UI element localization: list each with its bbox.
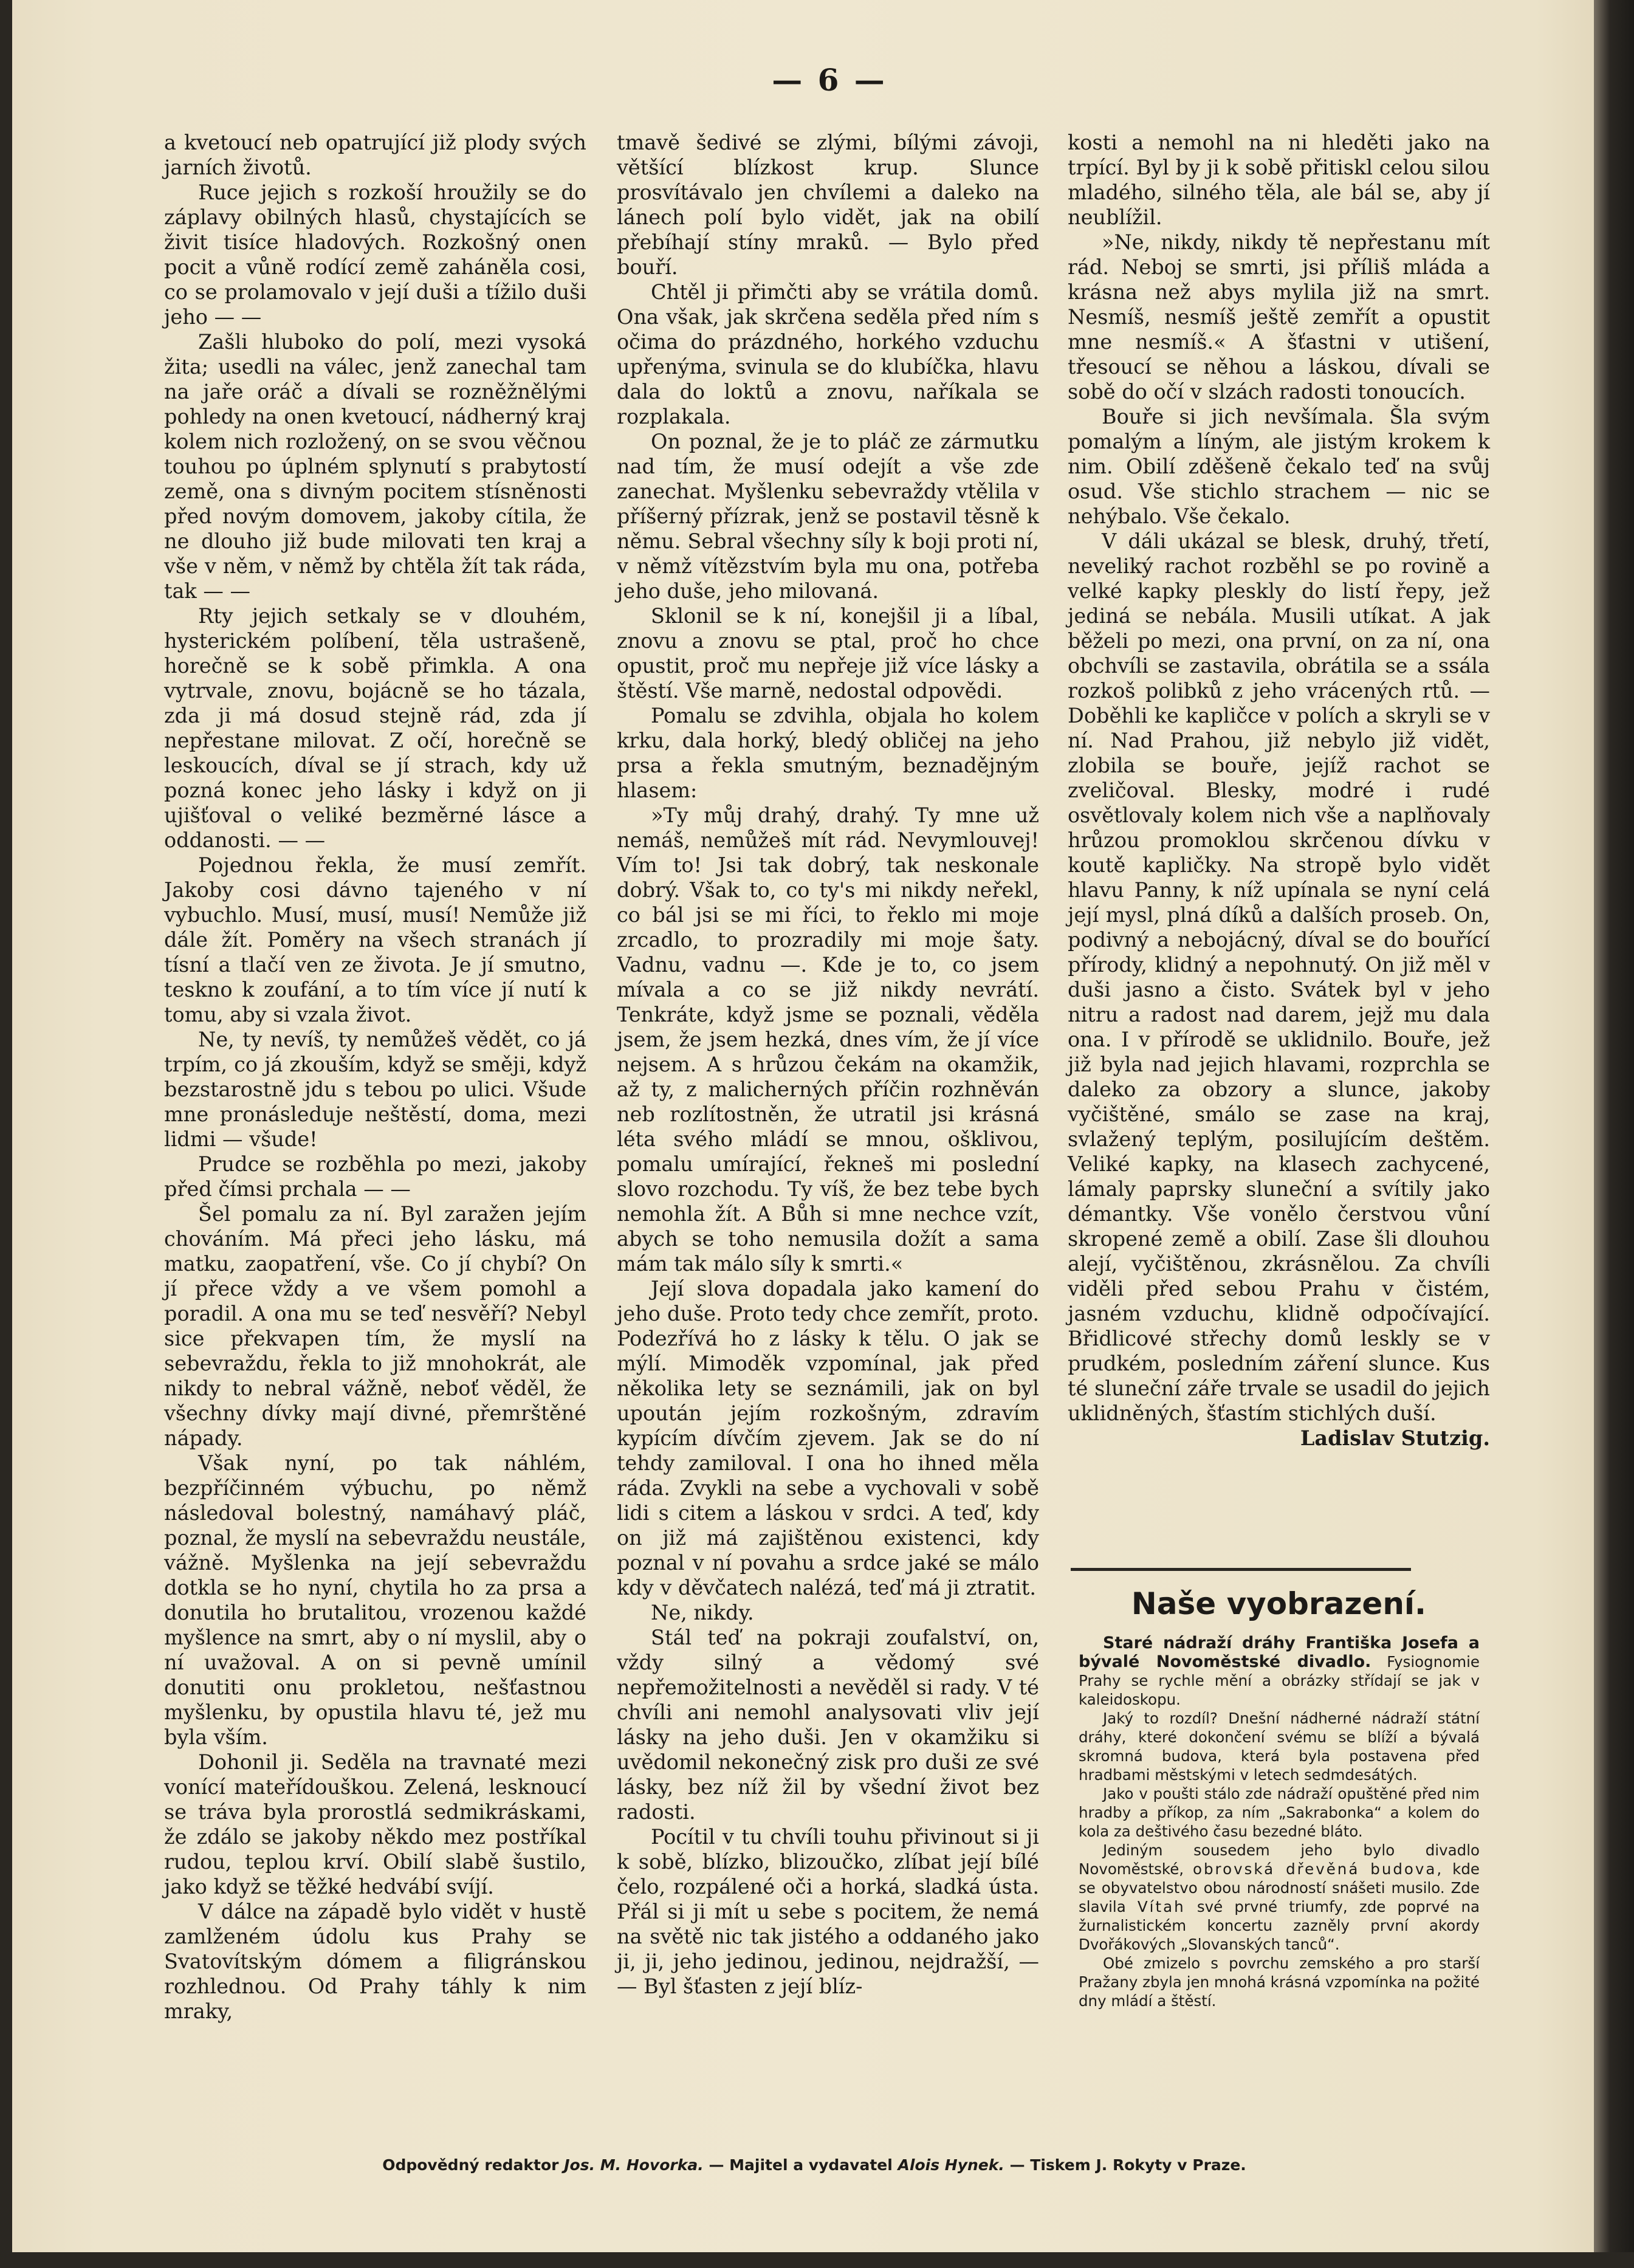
paragraph: Bouře si jich nevšímala. Šla svým pomalým a líným, ale jistým krokem k nim. Obilí zděšeně čekalo teď na svůj osud. Vše stichlo strachem — nic se nehýbalo. Vše čekalo. xyxy=(1068,405,1490,528)
notes-name-spaced: Vítah xyxy=(1137,1898,1186,1916)
paragraph: Zašli hluboko do polí, mezi vysoká žita; usedli na válec, jenž zanechal tam na jaře oráč a dívali se rozněžnělými pohledy na onen kvetoucí, nádherný kraj kolem nich rozložený, on se svou věčnou touhou po úplném splynutí s prabytostí země, ona s divným pocitem stísněnosti před novým domovem, jakoby cítila, že ne dlouho již bude milovati ten kraj a vše v něm, v němž by chtěla žít tak ráda, tak — — xyxy=(164,330,586,603)
editor-name: Jos. M. Hovorka. xyxy=(564,2156,704,2174)
paragraph: Pomalu se zdvihla, objala ho kolem krku, dala horký, bledý obličej na jeho prsa a řekla smutným, beznadějným hlasem: xyxy=(617,704,1039,802)
publisher-label: — Majitel a vydavatel xyxy=(709,2156,893,2174)
notes-heading: Staré nádraží dráhy Františka Josefa a bývalé Novoměstské divadlo. xyxy=(1079,1634,1480,1671)
publisher-name: Alois Hynek. xyxy=(898,2156,1004,2174)
notes-intro: Fysiognomie Prahy se rychle mění a obrázky střídají se jak v kaleidoskopu. xyxy=(1079,1653,1480,1708)
paragraph: Pocítil v tu chvíli touhu přivinout si ji k sobě, blízko, blizoučko, zlíbat její bílé čelo, rozpálené oči a horká, sladká ústa. Přál si ji mít u sebe s pocitem, že nemá na světě nic tak jistého a oddaného jako ji, ji, jeho jedinou, jedinou, nejdražší, — — Byl šťasten z její blíz- xyxy=(617,1825,1039,1998)
paragraph: Rty jejich setkaly se v dlouhém, hysterickém políbení, těla ustrašeně, horečně se k sobě přimkla. A ona vytrvale, znovu, bojácně se ho tázala, zda ji má dosud stejně rád, zda jí nepřestane milovat. Z očí, horečně se leskoucích, díval se jí strach, kdy už pozná konec jeho lásky i když on ji ujišťoval o veliké bezměrné lásce a oddanosti. — — xyxy=(164,604,586,852)
section-divider xyxy=(1071,1568,1411,1571)
paragraph: a kvetoucí neb opatrující již plody svých jarních životů. xyxy=(164,131,586,179)
paragraph: Chtěl ji přimčti aby se vrátila domů. Ona však, jak skrčena seděla před ním s očima do prázdného, horkého vzduchu upřenýma, svinula se do klubíčka, hlavu dala do loktů a znovu, naříkala se rozplakala. xyxy=(617,280,1039,428)
paragraph: V dáli ukázal se blesk, druhý, třetí, neveliký rachot rozběhl se po rovině a velké kapky pleskly do listí řepy, jež jediná se nebála. Musili utíkat. A jak běželi po mezi, ona první, on za ní, ona obchvíli se zastavila, obrátila se a ssála rozkoš polibků z jeho vrácených rtů. — Doběhli ke kapličce v polích a skryli se v ní. Nad Prahou, již nebylo již vidět, zlobila se bouře, jejíž rachot se zveličoval. Blesky, modré i rudé osvětlovaly kolem nich vše a naplňovaly hrůzou promoklou skrčenou dívku v koutě kapličky. Na stropě bylo vidět hlavu Panny, k níž upínala se nyní celá její mysl, plná díků a dalších proseb. On, podivný a nebojácný, díval se do bouřící přírody, klidný a nepohnutý. On již měl v duši jasno a čisto. Svátek byl v jeho nitru a radost nad darem, jejž mu dala ona. I v přírodě se uklidnilo. Bouře, jež již byla nad jejich hlavami, rozprchla se daleko za obzory a slunce, jakoby vyčištěné, smálo se zase na kraj, svlažený teplým, posilujícím deštěm. Veliké kapky, na klasech zachycené, lámaly paprsky sluneční a svítily jako démantky. Vše vonělo čerstvou vůní skropené země a obilí. Zase šli dlouhou alejí, vyčištěnou, zkrásnělou. Za chvíli viděli před sebou Prahu v čistém, jasném vzduchu, klidně odpočívající. Břidlicové střechy domů leskly se v prudkém, posledním záření slunce. Kus té sluneční záře trvale se usadil do jejich uklidněných, šťastím stichlých duší. xyxy=(1068,529,1490,1425)
notes-paragraph: Obé zmizelo s povrchu zemského a pro starší Pražany zbyla jen mnohá krásná vzpomínka na požité dny mládí a štěstí. xyxy=(1079,1954,1480,2010)
notes-text-spaced: obrovská dřevěná budova, xyxy=(1193,1860,1444,1878)
paragraph: Dohonil ji. Seděla na travnaté mezi vonící mateřídouškou. Zelená, lesknoucí se tráva byla prorostlá sedmikráskami, že zdálo se jakoby někdo mez postříkal rudou, teplou krví. Obilí slabě šustilo, jako když se těžké hedvábí svíjí. xyxy=(164,1750,586,1899)
scan-edge-right xyxy=(1594,0,1634,2268)
notes-text: kde se obyvatelstvo obou národností snášeti musilo. Zde slavila xyxy=(1079,1860,1480,1916)
notes-text: Jediným sousedem jeho bylo divadlo Novoměstské, xyxy=(1079,1841,1480,1878)
paragraph: Však nyní, po tak náhlém, bezpříčinném výbuchu, po němž následoval bolestný, namáhavý pláč, poznal, že myslí na sebevraždu neustále, vážně. Myšlenka na její sebevraždu dotkla se ho nyní, chytila ho za prsa a donutila ho brutalitou, vrozenou každé myšlence na smrt, aby o ní myslil, aby o ní uvažoval. A on si pevně umínil donutiti onu prokletou, nešťastnou myšlenku, by opustila hlavu té, jež mu byla vším. xyxy=(164,1451,586,1749)
paragraph: kosti a nemohl na ni hleděti jako na trpící. Byl by ji k sobě přitiskl celou silou mladého, silného těla, ale bál se, aby jí neublížil. xyxy=(1068,131,1490,229)
paragraph: On poznal, že je to pláč ze zármutku nad tím, že musí odejít a vše zde zanechat. Myšlenku sebevraždy vtělila v příšerný přízrak, jenž se postavil těsně k němu. Sebral všechny síly k boji proti ní, v němž vítězstvím byla mu ona, potřeba jeho duše, jeho milovaná. xyxy=(617,430,1039,603)
notes-paragraph: Jaký to rozdíl? Dnešní nádherné nádraží státní dráhy, které dokončení svému se blíží a bývalá skromná budova, která byla postavena před hradbami městskými v letech sedmdesátých. xyxy=(1079,1710,1480,1784)
paragraph: Stál teď na pokraji zoufalství, on, vždy silný a vědomý své nepřemožitelnosti a nevěděl si rady. V té chvíli ani nemohl analysovati vliv její lásky na jeho duši. Jen v okamžiku si uvědomil nekonečný zisk pro duši ze své lásky, bez níž žil by všední život bez radosti. xyxy=(617,1626,1039,1824)
notes-paragraph xyxy=(1079,1841,1480,1954)
paragraph: Ne, nikdy. xyxy=(651,1601,754,1624)
section-title: Naše vyobrazení. xyxy=(1131,1586,1427,1621)
story-column-1 xyxy=(164,130,586,2024)
paragraph: Pojednou řekla, že musí zemřít. Jakoby cosi dávno tajeného v ní vybuchlo. Musí, musí, musí! Nemůže již dále žít. Poměry na všech stranách jí tísní a tlačí ven ze života. Je jí smutno, teskno k zoufání, a to tím více jí nutí k tomu, aby si vzala život. xyxy=(164,853,586,1026)
story-column-3 xyxy=(1068,130,1490,1451)
illustration-notes xyxy=(1079,1634,1480,2010)
story-column-2 xyxy=(617,130,1039,1999)
imprint-footer xyxy=(273,2156,1355,2174)
paragraph: »Ty můj drahý, drahý. Ty mne už nemáš, nemůžeš mít rád. Nevymlouvej! Vím to! Jsi tak dobrý, tak neskonale dobrý. Však to, co ty's mi nikdy neřekl, co bál jsi se mi říci, to řeklo mi moje zrcadlo, to prozradily mi moje šaty. Vadnu, vadnu —. Kde je to, co jsem mívala a co se již nikdy nevrátí. Tenkráte, když jsme se poznali, věděla jsem, že jsem hezká, dnes vím, že jí více nejsem. A s hrůzou čekám na okamžik, až ty, z malicherných příčin rozhněván neb rozlítostněn, že utratil jsi krásná léta svého mládí se mnou, ošklivou, pomalu umírající, řekneš mi poslední slovo rozchodu. Ty víš, že bez tebe bych nemohla žít. A Bůh si mne nechce vzít, abych se toho nemusila dožít a sama mám tak málo síly k smrti.« xyxy=(617,803,1039,1276)
paragraph: »Ne, nikdy, nikdy tě nepřestanu mít rád. Neboj se smrti, jsi příliš mláda a krásna než abys mylila již na smrt. Nesmíš, nesmíš ještě zemřít a opustit mne nesmíš.« A šťastni v utišení, třesoucí se něhou a láskou, dívali se sobě do očí v slzách radosti tonoucích. xyxy=(1068,230,1490,404)
paragraph: Šel pomalu za ní. Byl zaražen jejím chováním. Má přeci jeho lásku, má matku, zaopatření, vše. Co jí chybí? On jí přece vždy a ve všem pomohl a poradil. A ona mu se teď nesvěří? Nebyl sice překvapen tím, že myslí na sebevraždu, řekla to již mnohokrát, ale nikdy to nebral vážně, neboť věděl, že všechny dívky mají divné, přemrštěné nápady. xyxy=(164,1202,586,1450)
author-signature: Ladislav Stutzig. xyxy=(1300,1426,1490,1450)
paragraph: Její slova dopadala jako kamení do jeho duše. Proto tedy chce zemřít, proto. Podezřívá ho z lásky k tělu. O jak se mýlí. Mimoděk vzpomínal, jak před několika lety se seznámili, jak on byl upoután jejím rozkošným, zdravím kypícím dívčím zjevem. Jak se do ní tehdy zamiloval. I ona ho ihned měla ráda. Zvykli na sebe a vychovali v sobě lidi s citem a láskou v srdci. A teď, kdy on již má zajištěnou existenci, kdy poznal v ní povahu a srdce jaké se málo kdy v děvčatech nalézá, teď má ji ztratit. xyxy=(617,1277,1039,1600)
paragraph: V dálce na západě bylo vidět v hustě zamlženém údolu kus Prahy se Svatovítským dómem a filigránskou rozhlednou. Od Prahy táhly k nim mraky, xyxy=(164,1900,586,2023)
notes-paragraph xyxy=(1079,1634,1480,1709)
paragraph: Ruce jejich s rozkoší hroužily se do záplavy obilných hlasů, chystajících se živit tisíce hladových. Rozkošný onen pocit a vůně rodící země zaháněla cosi, co se prolamovalo v její duši a tížilo duši jeho — — xyxy=(164,180,586,329)
printer-line: — Tiskem J. Rokyty v Praze. xyxy=(1009,2156,1246,2174)
scan-edge-left xyxy=(0,0,12,2268)
paragraph: Ne, ty nevíš, ty nemůžeš vědět, co já trpím, co já zkouším, když se směji, když bezstarostně jdu s tebou po ulici. Všude mne pronásleduje neštěstí, doma, mezi lidmi — všude! xyxy=(164,1028,586,1151)
editor-label: Odpovědný redaktor xyxy=(382,2156,559,2174)
paragraph: tmavě šedivé se zlými, bílými závoji, většící blízkost krup. Slunce prosvítávalo jen chvílemi a daleko na lánech polí bylo vidět, jak na obilí přebíhají stíny mraků. — Bylo před bouří. xyxy=(617,131,1039,279)
notes-paragraph: Jako v poušti stálo zde nádraží opuštěné před nim hradby a příkop, za ním „Sakrabonka“ a kolem do kola za deštivého času bezedné bláto. xyxy=(1079,1785,1480,1840)
page-number: — 6 — xyxy=(772,62,887,98)
paragraph: Sklonil se k ní, konejšil ji a líbal, znovu a znovu se ptal, proč ho chce opustit, proč mu nepřeje již více lásky a štěstí. Vše marně, nedostal odpovědi. xyxy=(617,604,1039,703)
notes-text: své prvné triumfy, zde poprvé na žurnalistickém koncertu zazněly první akordy Dvořákových „Slovanských tanců“. xyxy=(1079,1898,1480,1953)
scan-edge-bottom xyxy=(0,2252,1634,2268)
paragraph: Prudce se rozběhla po mezi, jakoby před čímsi prchala — — xyxy=(164,1152,586,1201)
